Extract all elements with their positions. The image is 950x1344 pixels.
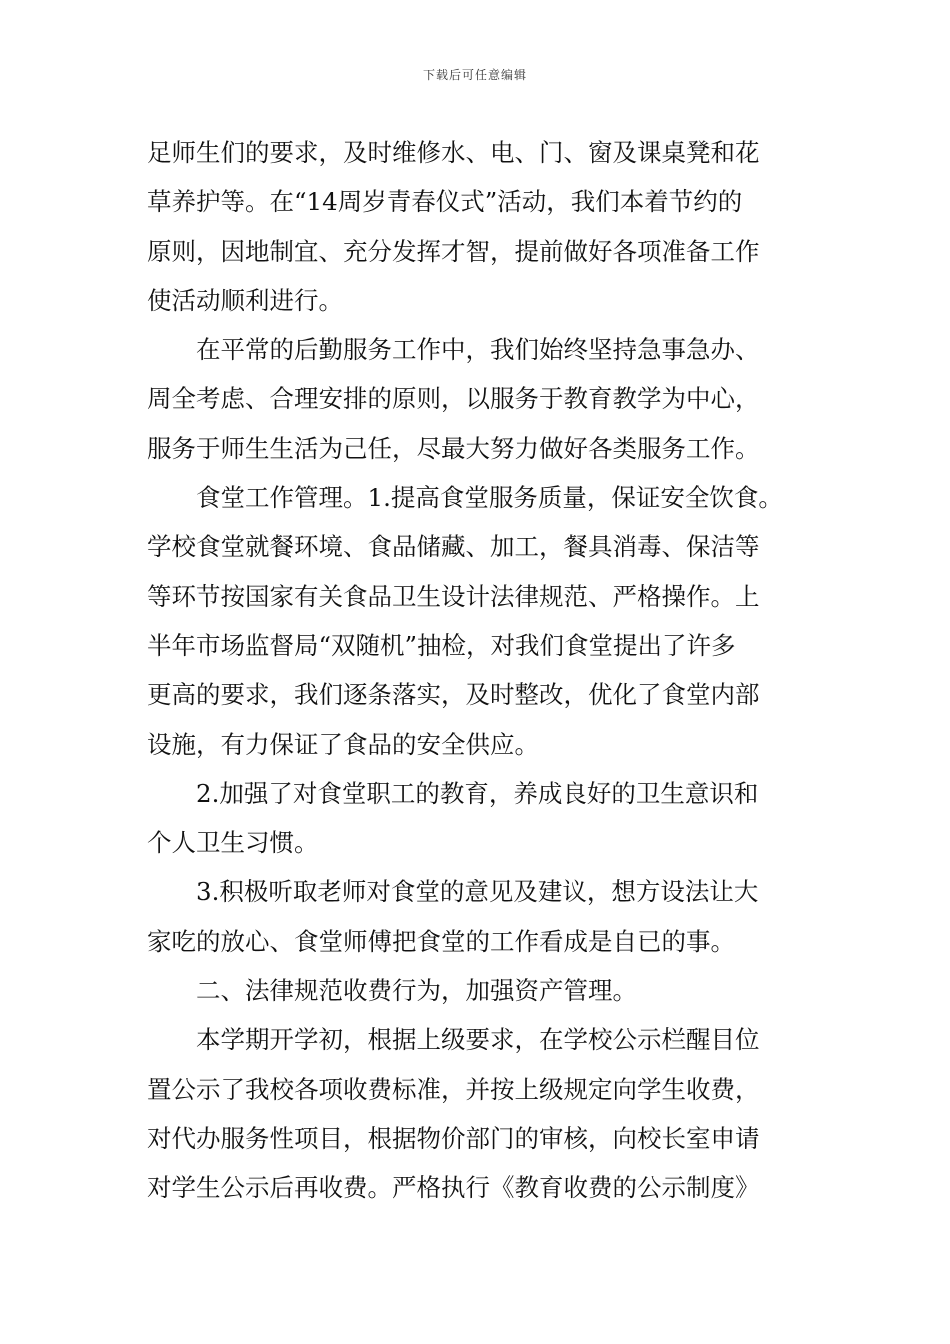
text-line: 二、法律规范收费行为，加强资产管理。 (196, 976, 637, 1006)
text-line: 原则，因地制宜、充分发挥才智，提前做好各项准备工作 (147, 236, 760, 266)
page-header: 下载后可任意编辑 (422, 68, 527, 82)
text-line: 本学期开学初，根据上级要求，在学校公示栏醒目位 (196, 1025, 760, 1055)
text-line: 食堂工作管理。1.提高食堂服务质量，保证安全饮食。 (196, 483, 783, 513)
text-line: 设施，有力保证了食品的安全供应。 (147, 729, 539, 759)
text-line: 家吃的放心、食堂师傅把食堂的工作看成是自已的事。 (147, 926, 735, 956)
text-line: 学校食堂就餐环境、食品储藏、加工，餐具消毒、保洁等 (147, 532, 760, 562)
text-line: 服务于师生生活为己任，尽最大努力做好各类服务工作。 (147, 433, 760, 463)
text-line: 周全考虑、合理安排的原则，以服务于教育教学为中心， (147, 384, 760, 414)
text-line: 足师生们的要求，及时维修水、电、门、窗及课桌凳和花 (147, 138, 760, 167)
text-line: 使活动顺利进行。 (147, 285, 343, 315)
document-body (147, 128, 827, 1213)
text-line: 3.积极听取老师对食堂的意见及建议，想方设法让大 (196, 877, 759, 907)
text-line: 草养护等。在“14周岁青春仪式”活动，我们本着节约的 (147, 187, 743, 217)
text-line: 在平常的后勤服务工作中，我们始终坚持急事急办、 (196, 335, 760, 365)
text-line: 对学生公示后再收费。严格执行《教育收费的公示制度》 (147, 1173, 760, 1203)
text-line: 2.加强了对食堂职工的教育，养成良好的卫生意识和 (196, 778, 759, 808)
text-line: 个人卫生习惯。 (147, 828, 319, 858)
text-line: 置公示了我校各项收费标准，并按上级规定向学生收费， (147, 1074, 760, 1104)
text-line: 半年市场监督局“双随机”抽检，对我们食堂提出了许多 (147, 630, 736, 660)
text-line: 对代办服务性项目，根据物价部门的审核，向校长室申请 (147, 1123, 760, 1153)
text-line: 更高的要求，我们逐条落实，及时整改，优化了食堂内部 (147, 680, 760, 710)
text-line: 等环节按国家有关食品卫生设计法律规范、严格操作。上 (147, 581, 760, 611)
